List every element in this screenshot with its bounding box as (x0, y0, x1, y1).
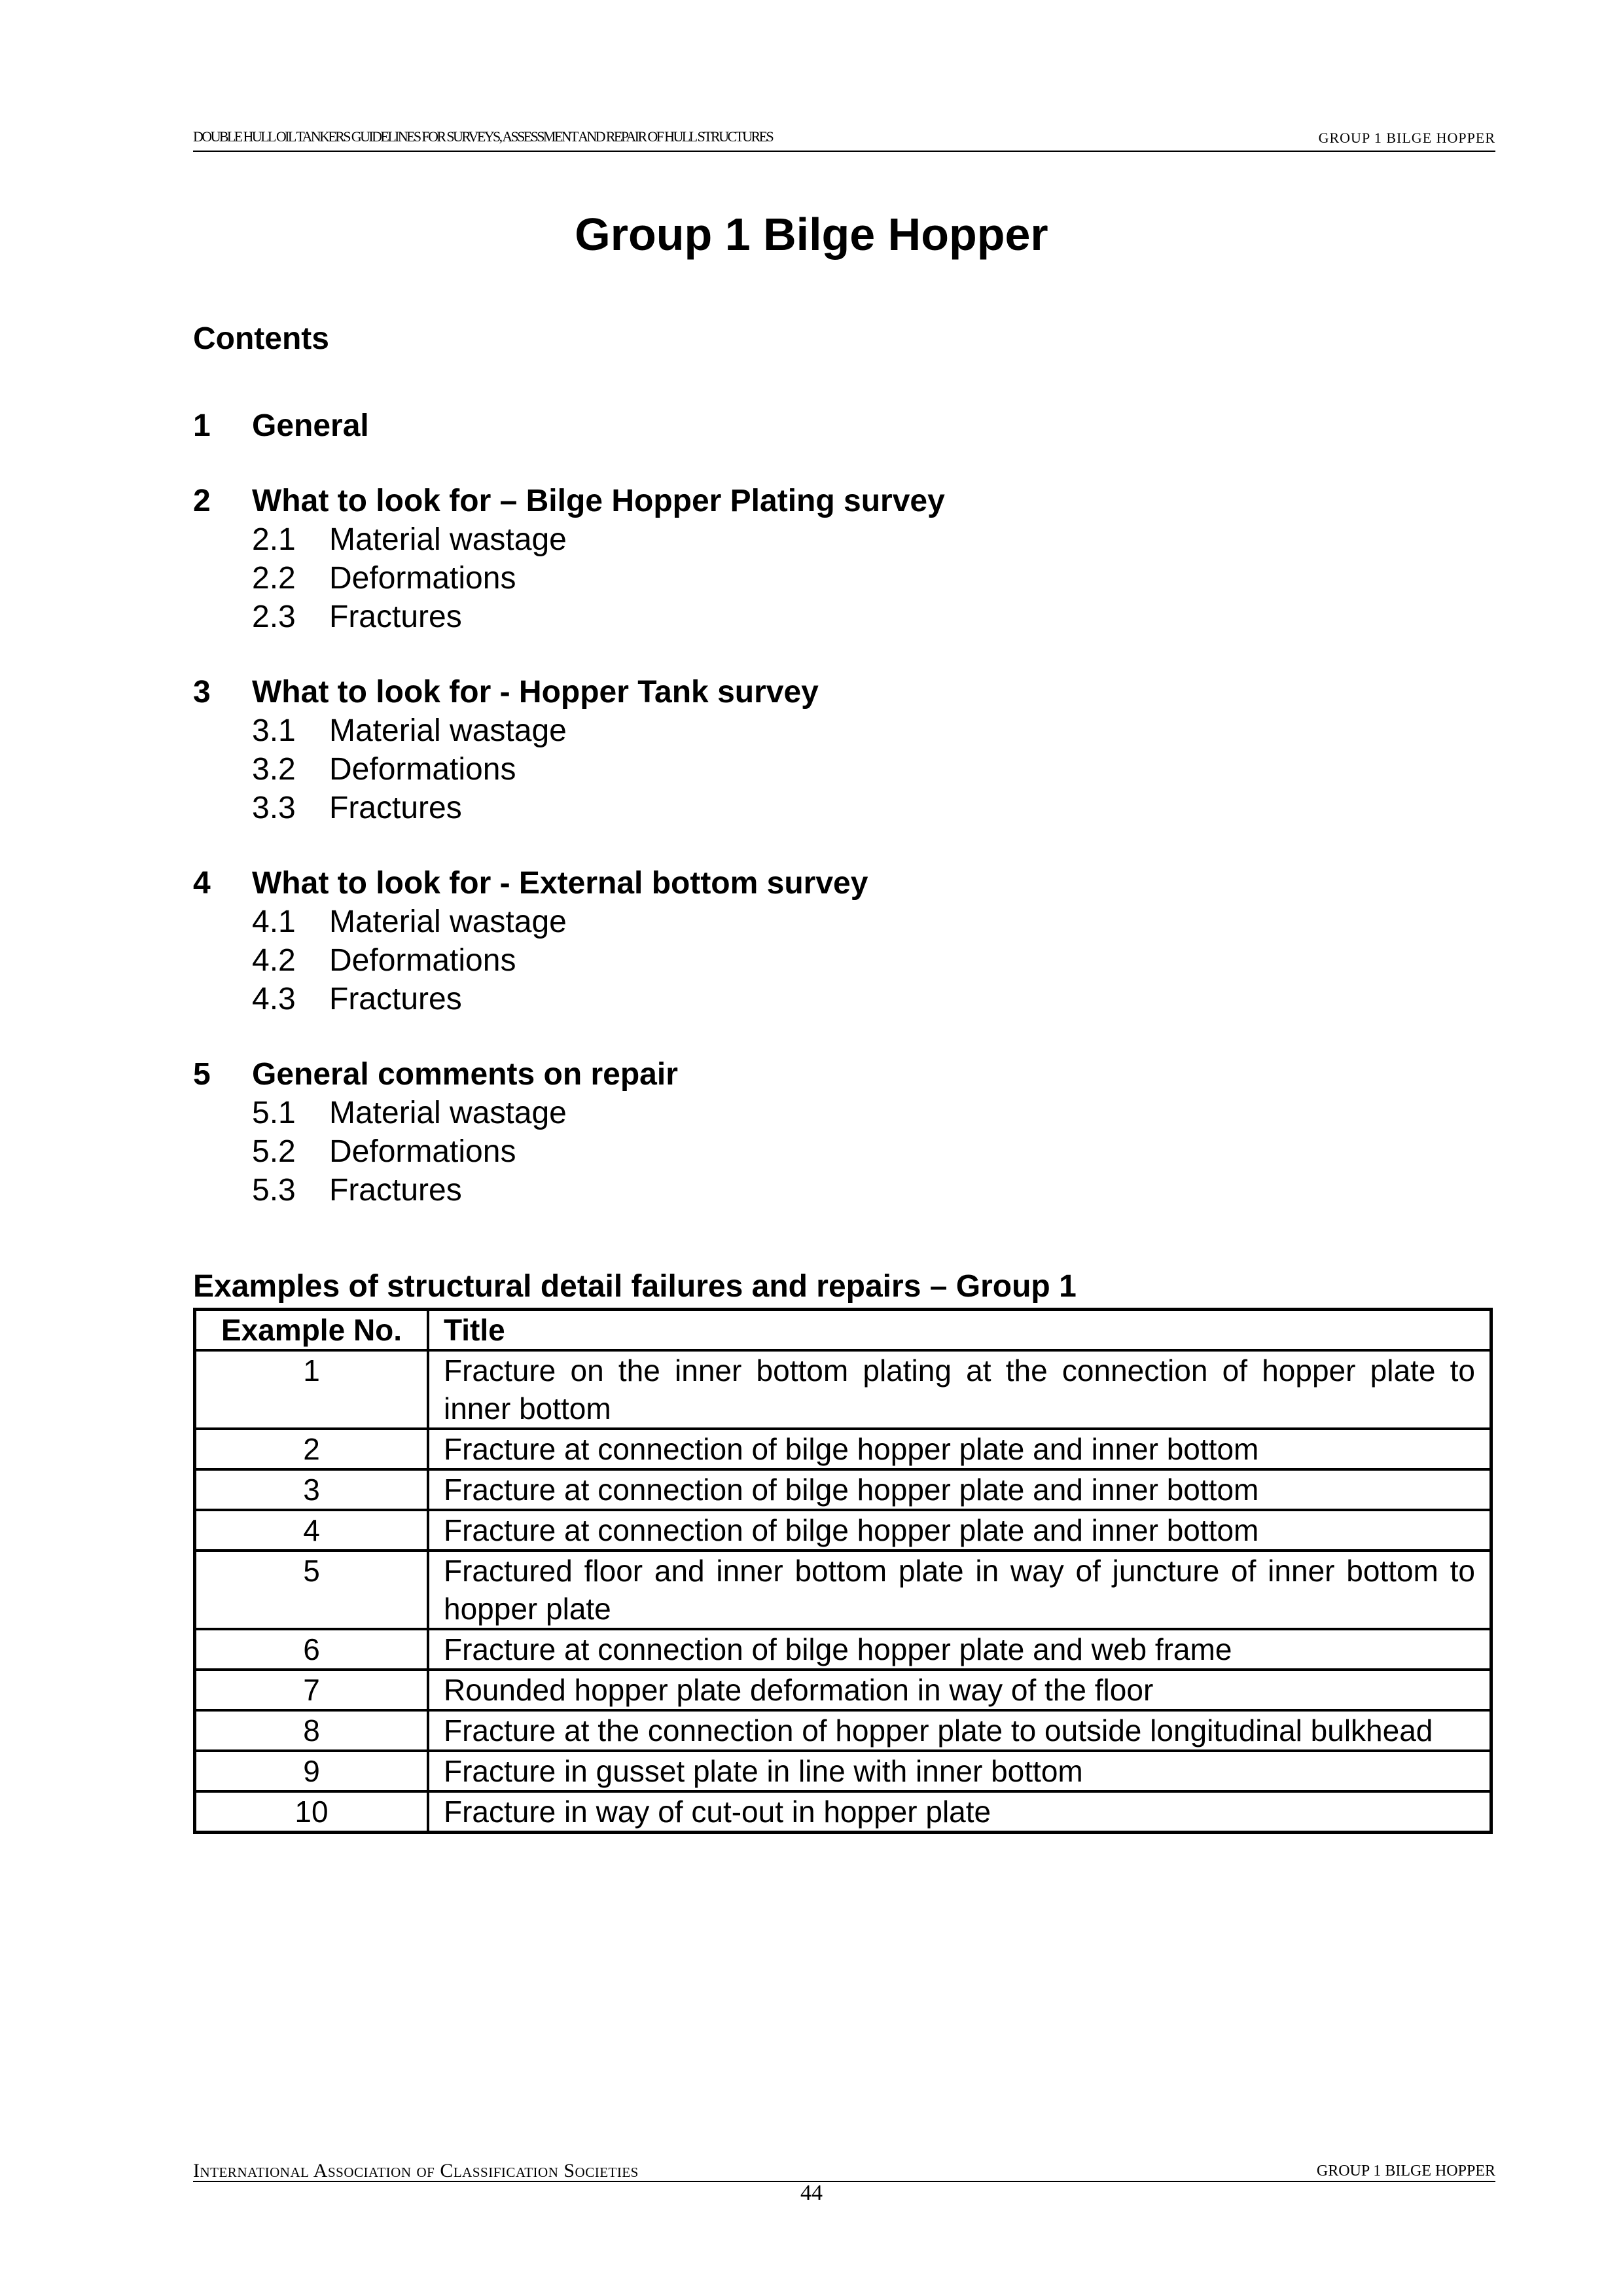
toc-section-number: 5 (193, 1057, 211, 1092)
toc-subsection (193, 1094, 1436, 1132)
toc-subsection-number: 2.2 (252, 561, 296, 596)
toc-subsection-number: 4.1 (252, 905, 296, 939)
example-title-cell: Fracture on the inner bottom plating at the connection of hopper plate to inner bottom (428, 1350, 1491, 1429)
toc-subsection-number: 2.3 (252, 600, 296, 634)
toc-subsection-title: Material wastage (329, 905, 567, 939)
running-footer (193, 2160, 1495, 2182)
toc-subsection (193, 980, 1436, 1018)
example-number-cell: 2 (195, 1429, 429, 1469)
toc-section-heading (193, 865, 1436, 903)
toc-section-title: General (252, 408, 369, 443)
toc-section (193, 407, 1436, 445)
header-document-title: DOUBLE HULL OIL TANKERS GUIDELINES FOR SURVEYS, ASSESSMENT AND REPAIR OF HULL STRUCTURES (193, 128, 773, 145)
example-number-cell: 5 (195, 1551, 429, 1629)
header-section-title: GROUP 1 BILGE HOPPER (1318, 130, 1495, 146)
toc-subsection-number: 2.1 (252, 522, 296, 557)
toc-subsection (193, 520, 1436, 559)
toc-subsection-number: 3.1 (252, 713, 296, 748)
table-row (195, 1670, 1491, 1710)
column-header-example-no: Example No. (195, 1310, 429, 1351)
toc-subsection-title: Material wastage (329, 713, 567, 748)
toc-section-number: 3 (193, 675, 211, 709)
example-number-cell: 9 (195, 1751, 429, 1791)
table-row (195, 1551, 1491, 1629)
toc-section-heading (193, 407, 1436, 445)
running-header (193, 128, 1495, 152)
toc-section-heading (193, 482, 1436, 520)
toc-subsection (193, 941, 1436, 980)
table-row (195, 1629, 1491, 1670)
example-number-cell: 4 (195, 1510, 429, 1551)
toc-section-title: What to look for – Bilge Hopper Plating survey (252, 484, 945, 518)
example-number-cell: 8 (195, 1710, 429, 1751)
toc-subsection-number: 5.2 (252, 1134, 296, 1169)
toc-subsection-title: Fractures (329, 1173, 462, 1208)
toc-subsection-number: 5.1 (252, 1096, 296, 1130)
example-number-cell: 6 (195, 1629, 429, 1670)
toc-subsection-number: 5.3 (252, 1173, 296, 1208)
toc-subsection-title: Fractures (329, 982, 462, 1016)
toc-section-number: 4 (193, 866, 211, 901)
example-title-cell: Fracture in gusset plate in line with inner bottom (428, 1751, 1491, 1791)
toc-subsection-number: 3.2 (252, 752, 296, 787)
toc-subsection (193, 903, 1436, 941)
toc-subsection-title: Fractures (329, 791, 462, 825)
toc-subsection (193, 1171, 1436, 1210)
example-number-cell: 10 (195, 1791, 429, 1833)
table-row (195, 1791, 1491, 1833)
toc-subsection-title: Fractures (329, 600, 462, 634)
toc-subsection-number: 4.2 (252, 943, 296, 978)
toc-section-heading (193, 1056, 1436, 1094)
table-row (195, 1469, 1491, 1510)
toc-section (193, 673, 1436, 827)
example-title-cell: Fracture at connection of bilge hopper plate and inner bottom (428, 1469, 1491, 1510)
toc-subsection-number: 4.3 (252, 982, 296, 1016)
toc-section-heading (193, 673, 1436, 711)
toc-section-title: General comments on repair (252, 1057, 678, 1092)
toc-subsection (193, 598, 1436, 636)
toc-subsection (193, 789, 1436, 827)
toc-section (193, 482, 1436, 636)
toc-subsection (193, 559, 1436, 598)
table-row (195, 1350, 1491, 1429)
toc-subsection (193, 750, 1436, 789)
table-row (195, 1429, 1491, 1469)
example-title-cell: Fractured floor and inner bottom plate in way of juncture of inner bottom to hopper plate (428, 1551, 1491, 1629)
examples-heading: Examples of structural detail failures and repairs – Group 1 (193, 1269, 1077, 1304)
toc-section-title: What to look for - Hopper Tank survey (252, 675, 819, 709)
toc-subsection-number: 3.3 (252, 791, 296, 825)
example-title-cell: Fracture at the connection of hopper plate to outside longitudinal bulkhead (428, 1710, 1491, 1751)
footer-organization: International Association of Classification Societies (193, 2160, 639, 2181)
example-number-cell: 1 (195, 1350, 429, 1429)
toc-subsection (193, 1132, 1436, 1171)
toc-subsection-title: Deformations (329, 943, 516, 978)
table-row (195, 1510, 1491, 1551)
toc-section-number: 1 (193, 408, 211, 443)
column-header-title: Title (428, 1310, 1491, 1351)
footer-section-title: GROUP 1 BILGE HOPPER (1316, 2162, 1495, 2179)
examples-table-header-row (195, 1310, 1491, 1351)
toc-subsection-title: Deformations (329, 561, 516, 596)
example-title-cell: Fracture in way of cut-out in hopper plate (428, 1791, 1491, 1833)
example-title-cell: Fracture at connection of bilge hopper plate and web frame (428, 1629, 1491, 1670)
toc-subsection (193, 711, 1436, 750)
toc-section (193, 865, 1436, 1018)
table-row (195, 1710, 1491, 1751)
toc-subsection-title: Deformations (329, 752, 516, 787)
page-number: 44 (800, 2181, 823, 2205)
page-title: Group 1 Bilge Hopper (575, 209, 1048, 260)
toc-subsection-title: Deformations (329, 1134, 516, 1169)
toc-section-title: What to look for - External bottom survey (252, 866, 868, 901)
example-number-cell: 3 (195, 1469, 429, 1510)
example-title-cell: Fracture at connection of bilge hopper plate and inner bottom (428, 1510, 1491, 1551)
example-title-cell: Fracture at connection of bilge hopper plate and inner bottom (428, 1429, 1491, 1469)
toc-section-number: 2 (193, 484, 211, 518)
table-of-contents (193, 407, 1436, 1247)
toc-subsection-title: Material wastage (329, 1096, 567, 1130)
toc-subsection-title: Material wastage (329, 522, 567, 557)
contents-heading: Contents (193, 321, 329, 356)
examples-table (193, 1308, 1493, 1834)
example-number-cell: 7 (195, 1670, 429, 1710)
example-title-cell: Rounded hopper plate deformation in way of the floor (428, 1670, 1491, 1710)
table-row (195, 1751, 1491, 1791)
toc-section (193, 1056, 1436, 1210)
